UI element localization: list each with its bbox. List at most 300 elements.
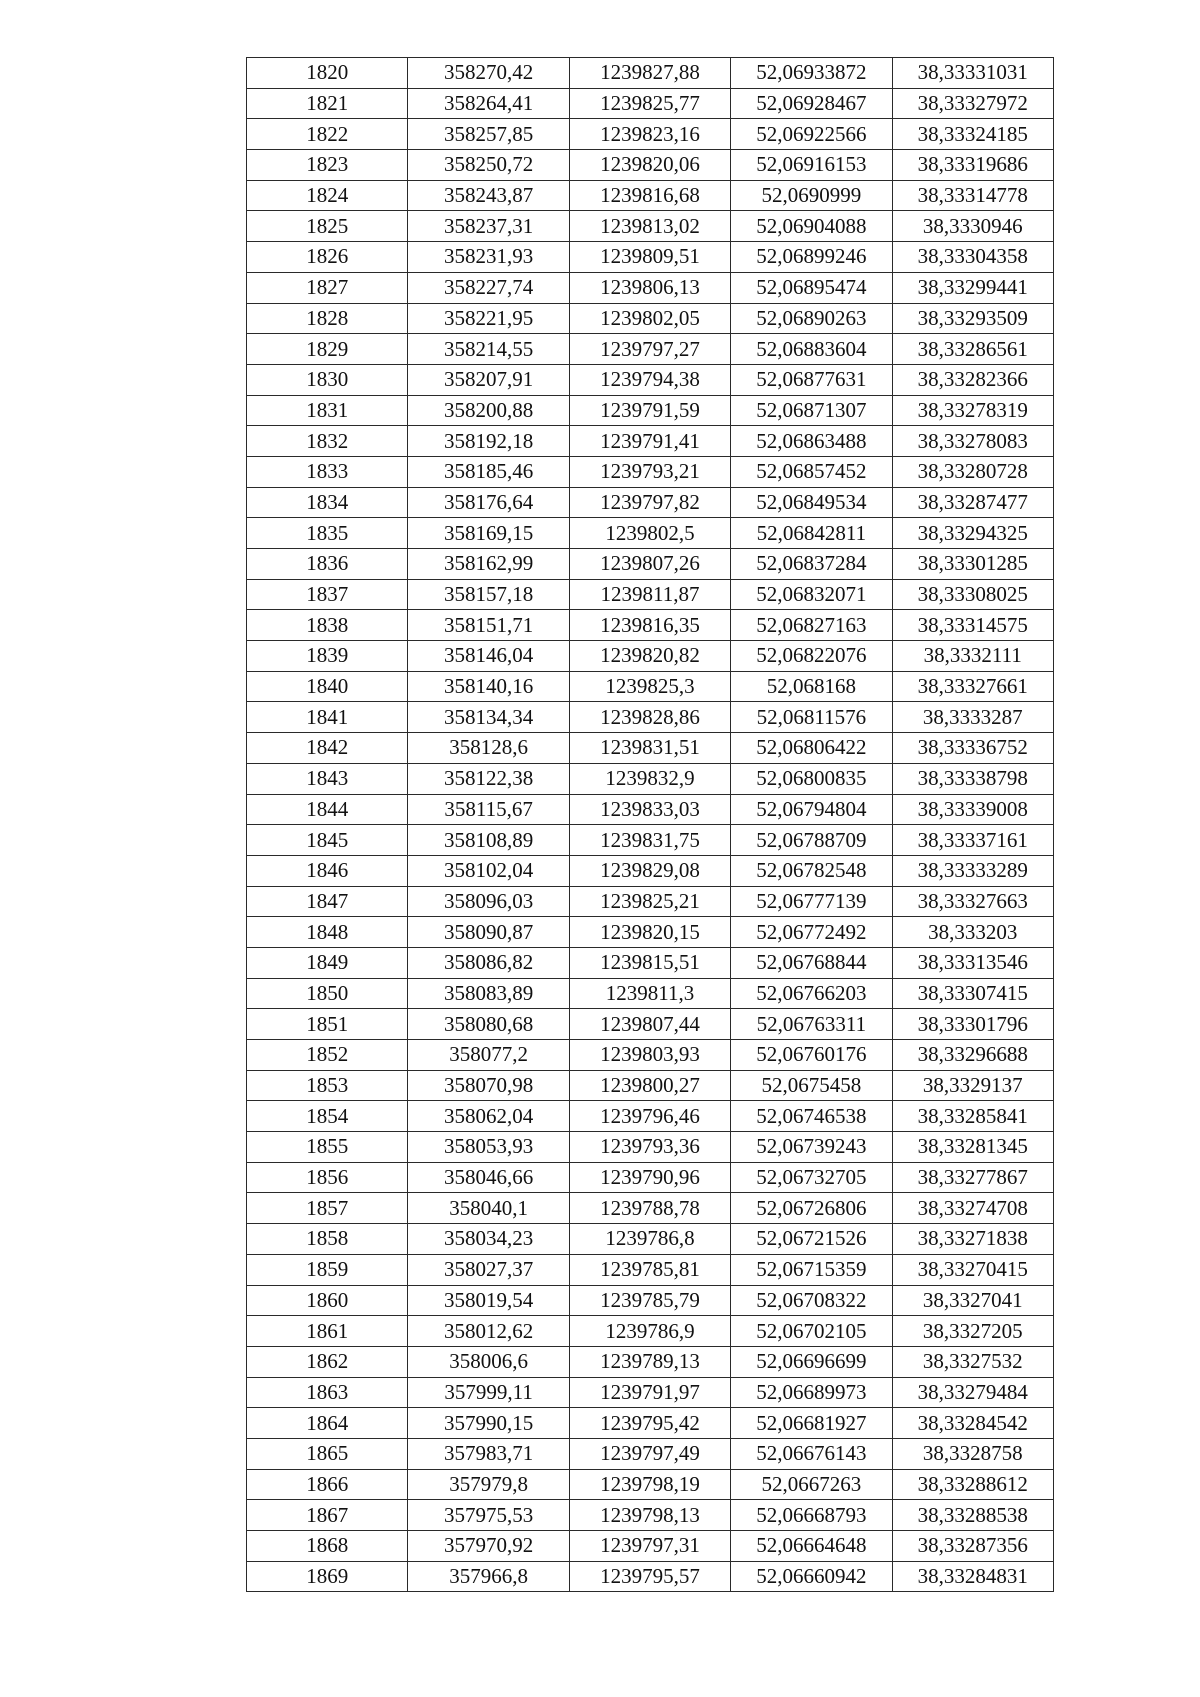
y-coordinate-cell: 1239795,42 — [569, 1408, 730, 1439]
y-coordinate-cell: 1239788,78 — [569, 1193, 730, 1224]
longitude-cell: 38,33288538 — [892, 1500, 1053, 1531]
longitude-cell: 38,33327972 — [892, 88, 1053, 119]
longitude-cell: 38,33338798 — [892, 763, 1053, 794]
point-number-cell: 1856 — [247, 1162, 408, 1193]
point-number-cell: 1835 — [247, 518, 408, 549]
table-row — [247, 855, 1054, 886]
table-row — [247, 395, 1054, 426]
longitude-cell: 38,33308025 — [892, 579, 1053, 610]
x-coordinate-cell: 358270,42 — [408, 58, 569, 89]
latitude-cell: 52,06904088 — [731, 211, 892, 242]
latitude-cell: 52,0675458 — [731, 1070, 892, 1101]
longitude-cell: 38,33314778 — [892, 180, 1053, 211]
y-coordinate-cell: 1239823,16 — [569, 119, 730, 150]
latitude-cell: 52,06877631 — [731, 364, 892, 395]
x-coordinate-cell: 358157,18 — [408, 579, 569, 610]
y-coordinate-cell: 1239798,19 — [569, 1469, 730, 1500]
table-row — [247, 119, 1054, 150]
coordinates-table — [246, 57, 1054, 1592]
point-number-cell: 1852 — [247, 1040, 408, 1071]
x-coordinate-cell: 358162,99 — [408, 549, 569, 580]
point-number-cell: 1857 — [247, 1193, 408, 1224]
y-coordinate-cell: 1239820,15 — [569, 917, 730, 948]
point-number-cell: 1821 — [247, 88, 408, 119]
latitude-cell: 52,06788709 — [731, 825, 892, 856]
latitude-cell: 52,06681927 — [731, 1408, 892, 1439]
table-row — [247, 794, 1054, 825]
y-coordinate-cell: 1239793,21 — [569, 456, 730, 487]
table-row — [247, 1254, 1054, 1285]
y-coordinate-cell: 1239790,96 — [569, 1162, 730, 1193]
table-row — [247, 1224, 1054, 1255]
point-number-cell: 1849 — [247, 947, 408, 978]
latitude-cell: 52,06794804 — [731, 794, 892, 825]
latitude-cell: 52,06928467 — [731, 88, 892, 119]
y-coordinate-cell: 1239791,97 — [569, 1377, 730, 1408]
table-row — [247, 733, 1054, 764]
latitude-cell: 52,06763311 — [731, 1009, 892, 1040]
x-coordinate-cell: 358077,2 — [408, 1040, 569, 1071]
x-coordinate-cell: 358176,64 — [408, 487, 569, 518]
table-row — [247, 1040, 1054, 1071]
longitude-cell: 38,33278319 — [892, 395, 1053, 426]
y-coordinate-cell: 1239825,77 — [569, 88, 730, 119]
point-number-cell: 1853 — [247, 1070, 408, 1101]
x-coordinate-cell: 358102,04 — [408, 855, 569, 886]
latitude-cell: 52,06766203 — [731, 978, 892, 1009]
x-coordinate-cell: 358083,89 — [408, 978, 569, 1009]
y-coordinate-cell: 1239832,9 — [569, 763, 730, 794]
latitude-cell: 52,06806422 — [731, 733, 892, 764]
y-coordinate-cell: 1239798,13 — [569, 1500, 730, 1531]
longitude-cell: 38,33285841 — [892, 1101, 1053, 1132]
latitude-cell: 52,06660942 — [731, 1561, 892, 1592]
x-coordinate-cell: 358221,95 — [408, 303, 569, 334]
latitude-cell: 52,06857452 — [731, 456, 892, 487]
point-number-cell: 1843 — [247, 763, 408, 794]
table-row — [247, 1132, 1054, 1163]
point-number-cell: 1864 — [247, 1408, 408, 1439]
latitude-cell: 52,0667263 — [731, 1469, 892, 1500]
longitude-cell: 38,33307415 — [892, 978, 1053, 1009]
point-number-cell: 1830 — [247, 364, 408, 395]
y-coordinate-cell: 1239811,87 — [569, 579, 730, 610]
table-row — [247, 88, 1054, 119]
x-coordinate-cell: 357970,92 — [408, 1531, 569, 1562]
point-number-cell: 1822 — [247, 119, 408, 150]
longitude-cell: 38,33301285 — [892, 549, 1053, 580]
x-coordinate-cell: 358140,16 — [408, 671, 569, 702]
table-row — [247, 426, 1054, 457]
coordinates-table-body — [247, 58, 1054, 1592]
latitude-cell: 52,068168 — [731, 671, 892, 702]
table-row — [247, 1162, 1054, 1193]
y-coordinate-cell: 1239800,27 — [569, 1070, 730, 1101]
point-number-cell: 1836 — [247, 549, 408, 580]
y-coordinate-cell: 1239825,21 — [569, 886, 730, 917]
longitude-cell: 38,3330946 — [892, 211, 1053, 242]
y-coordinate-cell: 1239797,27 — [569, 334, 730, 365]
longitude-cell: 38,33279484 — [892, 1377, 1053, 1408]
x-coordinate-cell: 358257,85 — [408, 119, 569, 150]
longitude-cell: 38,33337161 — [892, 825, 1053, 856]
point-number-cell: 1848 — [247, 917, 408, 948]
x-coordinate-cell: 358040,1 — [408, 1193, 569, 1224]
y-coordinate-cell: 1239797,31 — [569, 1531, 730, 1562]
table-row — [247, 272, 1054, 303]
table-row — [247, 364, 1054, 395]
table-row — [247, 303, 1054, 334]
longitude-cell: 38,33339008 — [892, 794, 1053, 825]
y-coordinate-cell: 1239816,35 — [569, 610, 730, 641]
point-number-cell: 1862 — [247, 1346, 408, 1377]
table-row — [247, 487, 1054, 518]
longitude-cell: 38,33333289 — [892, 855, 1053, 886]
x-coordinate-cell: 358046,66 — [408, 1162, 569, 1193]
x-coordinate-cell: 358053,93 — [408, 1132, 569, 1163]
x-coordinate-cell: 358080,68 — [408, 1009, 569, 1040]
table-row — [247, 702, 1054, 733]
table-row — [247, 1408, 1054, 1439]
point-number-cell: 1851 — [247, 1009, 408, 1040]
x-coordinate-cell: 358062,04 — [408, 1101, 569, 1132]
latitude-cell: 52,06782548 — [731, 855, 892, 886]
table-row — [247, 671, 1054, 702]
latitude-cell: 52,06702105 — [731, 1316, 892, 1347]
latitude-cell: 52,06760176 — [731, 1040, 892, 1071]
x-coordinate-cell: 358214,55 — [408, 334, 569, 365]
y-coordinate-cell: 1239833,03 — [569, 794, 730, 825]
y-coordinate-cell: 1239785,79 — [569, 1285, 730, 1316]
longitude-cell: 38,33287477 — [892, 487, 1053, 518]
point-number-cell: 1839 — [247, 641, 408, 672]
longitude-cell: 38,3333287 — [892, 702, 1053, 733]
y-coordinate-cell: 1239809,51 — [569, 242, 730, 273]
table-row — [247, 886, 1054, 917]
point-number-cell: 1844 — [247, 794, 408, 825]
table-row — [247, 211, 1054, 242]
longitude-cell: 38,33324185 — [892, 119, 1053, 150]
longitude-cell: 38,33327663 — [892, 886, 1053, 917]
longitude-cell: 38,33286561 — [892, 334, 1053, 365]
x-coordinate-cell: 358264,41 — [408, 88, 569, 119]
x-coordinate-cell: 358243,87 — [408, 180, 569, 211]
longitude-cell: 38,33336752 — [892, 733, 1053, 764]
y-coordinate-cell: 1239831,75 — [569, 825, 730, 856]
latitude-cell: 52,06895474 — [731, 272, 892, 303]
longitude-cell: 38,33287356 — [892, 1531, 1053, 1562]
latitude-cell: 52,06668793 — [731, 1500, 892, 1531]
x-coordinate-cell: 358012,62 — [408, 1316, 569, 1347]
table-row — [247, 1561, 1054, 1592]
y-coordinate-cell: 1239802,05 — [569, 303, 730, 334]
table-row — [247, 1531, 1054, 1562]
x-coordinate-cell: 358086,82 — [408, 947, 569, 978]
longitude-cell: 38,33294325 — [892, 518, 1053, 549]
point-number-cell: 1859 — [247, 1254, 408, 1285]
x-coordinate-cell: 357983,71 — [408, 1438, 569, 1469]
x-coordinate-cell: 358006,6 — [408, 1346, 569, 1377]
latitude-cell: 52,06715359 — [731, 1254, 892, 1285]
x-coordinate-cell: 358151,71 — [408, 610, 569, 641]
y-coordinate-cell: 1239802,5 — [569, 518, 730, 549]
y-coordinate-cell: 1239806,13 — [569, 272, 730, 303]
table-row — [247, 1469, 1054, 1500]
x-coordinate-cell: 358231,93 — [408, 242, 569, 273]
y-coordinate-cell: 1239813,02 — [569, 211, 730, 242]
point-number-cell: 1838 — [247, 610, 408, 641]
point-number-cell: 1850 — [247, 978, 408, 1009]
point-number-cell: 1841 — [247, 702, 408, 733]
table-row — [247, 1377, 1054, 1408]
y-coordinate-cell: 1239786,8 — [569, 1224, 730, 1255]
longitude-cell: 38,33313546 — [892, 947, 1053, 978]
table-row — [247, 610, 1054, 641]
y-coordinate-cell: 1239815,51 — [569, 947, 730, 978]
y-coordinate-cell: 1239829,08 — [569, 855, 730, 886]
longitude-cell: 38,33277867 — [892, 1162, 1053, 1193]
point-number-cell: 1840 — [247, 671, 408, 702]
longitude-cell: 38,33284542 — [892, 1408, 1053, 1439]
point-number-cell: 1824 — [247, 180, 408, 211]
y-coordinate-cell: 1239816,68 — [569, 180, 730, 211]
point-number-cell: 1847 — [247, 886, 408, 917]
table-row — [247, 763, 1054, 794]
point-number-cell: 1842 — [247, 733, 408, 764]
table-row — [247, 1101, 1054, 1132]
longitude-cell: 38,33282366 — [892, 364, 1053, 395]
table-row — [247, 150, 1054, 181]
x-coordinate-cell: 357979,8 — [408, 1469, 569, 1500]
point-number-cell: 1854 — [247, 1101, 408, 1132]
latitude-cell: 52,06916153 — [731, 150, 892, 181]
y-coordinate-cell: 1239811,3 — [569, 978, 730, 1009]
y-coordinate-cell: 1239807,26 — [569, 549, 730, 580]
x-coordinate-cell: 358027,37 — [408, 1254, 569, 1285]
table-row — [247, 825, 1054, 856]
table-row — [247, 1193, 1054, 1224]
longitude-cell: 38,33319686 — [892, 150, 1053, 181]
point-number-cell: 1869 — [247, 1561, 408, 1592]
latitude-cell: 52,06837284 — [731, 549, 892, 580]
y-coordinate-cell: 1239828,86 — [569, 702, 730, 733]
x-coordinate-cell: 358122,38 — [408, 763, 569, 794]
x-coordinate-cell: 358169,15 — [408, 518, 569, 549]
y-coordinate-cell: 1239825,3 — [569, 671, 730, 702]
latitude-cell: 52,06664648 — [731, 1531, 892, 1562]
latitude-cell: 52,06708322 — [731, 1285, 892, 1316]
table-row — [247, 978, 1054, 1009]
longitude-cell: 38,33304358 — [892, 242, 1053, 273]
longitude-cell: 38,3332111 — [892, 641, 1053, 672]
longitude-cell: 38,33301796 — [892, 1009, 1053, 1040]
point-number-cell: 1837 — [247, 579, 408, 610]
y-coordinate-cell: 1239820,82 — [569, 641, 730, 672]
longitude-cell: 38,33271838 — [892, 1224, 1053, 1255]
latitude-cell: 52,06842811 — [731, 518, 892, 549]
x-coordinate-cell: 358108,89 — [408, 825, 569, 856]
longitude-cell: 38,33331031 — [892, 58, 1053, 89]
x-coordinate-cell: 357990,15 — [408, 1408, 569, 1439]
x-coordinate-cell: 357966,8 — [408, 1561, 569, 1592]
latitude-cell: 52,06772492 — [731, 917, 892, 948]
point-number-cell: 1833 — [247, 456, 408, 487]
table-row — [247, 1285, 1054, 1316]
table-row — [247, 579, 1054, 610]
y-coordinate-cell: 1239831,51 — [569, 733, 730, 764]
x-coordinate-cell: 358019,54 — [408, 1285, 569, 1316]
table-row — [247, 1009, 1054, 1040]
point-number-cell: 1863 — [247, 1377, 408, 1408]
point-number-cell: 1825 — [247, 211, 408, 242]
y-coordinate-cell: 1239796,46 — [569, 1101, 730, 1132]
y-coordinate-cell: 1239791,59 — [569, 395, 730, 426]
x-coordinate-cell: 358134,34 — [408, 702, 569, 733]
x-coordinate-cell: 358090,87 — [408, 917, 569, 948]
point-number-cell: 1846 — [247, 855, 408, 886]
x-coordinate-cell: 358128,6 — [408, 733, 569, 764]
y-coordinate-cell: 1239807,44 — [569, 1009, 730, 1040]
table-row — [247, 1070, 1054, 1101]
longitude-cell: 38,33314575 — [892, 610, 1053, 641]
longitude-cell: 38,3327041 — [892, 1285, 1053, 1316]
table-row — [247, 947, 1054, 978]
point-number-cell: 1867 — [247, 1500, 408, 1531]
y-coordinate-cell: 1239793,36 — [569, 1132, 730, 1163]
latitude-cell: 52,06696699 — [731, 1346, 892, 1377]
latitude-cell: 52,06768844 — [731, 947, 892, 978]
point-number-cell: 1845 — [247, 825, 408, 856]
point-number-cell: 1860 — [247, 1285, 408, 1316]
x-coordinate-cell: 358070,98 — [408, 1070, 569, 1101]
latitude-cell: 52,06726806 — [731, 1193, 892, 1224]
latitude-cell: 52,06676143 — [731, 1438, 892, 1469]
longitude-cell: 38,3329137 — [892, 1070, 1053, 1101]
table-row — [247, 180, 1054, 211]
latitude-cell: 52,06689973 — [731, 1377, 892, 1408]
latitude-cell: 52,06822076 — [731, 641, 892, 672]
x-coordinate-cell: 357999,11 — [408, 1377, 569, 1408]
longitude-cell: 38,33270415 — [892, 1254, 1053, 1285]
point-number-cell: 1820 — [247, 58, 408, 89]
point-number-cell: 1868 — [247, 1531, 408, 1562]
x-coordinate-cell: 358227,74 — [408, 272, 569, 303]
table-row — [247, 641, 1054, 672]
longitude-cell: 38,3327532 — [892, 1346, 1053, 1377]
longitude-cell: 38,333203 — [892, 917, 1053, 948]
longitude-cell: 38,33281345 — [892, 1132, 1053, 1163]
latitude-cell: 52,06832071 — [731, 579, 892, 610]
latitude-cell: 52,06827163 — [731, 610, 892, 641]
latitude-cell: 52,06849534 — [731, 487, 892, 518]
point-number-cell: 1823 — [247, 150, 408, 181]
table-row — [247, 917, 1054, 948]
y-coordinate-cell: 1239797,82 — [569, 487, 730, 518]
latitude-cell: 52,06800835 — [731, 763, 892, 794]
table-row — [247, 456, 1054, 487]
latitude-cell: 52,06871307 — [731, 395, 892, 426]
point-number-cell: 1828 — [247, 303, 408, 334]
table-row — [247, 1346, 1054, 1377]
point-number-cell: 1861 — [247, 1316, 408, 1347]
table-row — [247, 1316, 1054, 1347]
latitude-cell: 52,06883604 — [731, 334, 892, 365]
x-coordinate-cell: 358250,72 — [408, 150, 569, 181]
point-number-cell: 1855 — [247, 1132, 408, 1163]
longitude-cell: 38,3327205 — [892, 1316, 1053, 1347]
x-coordinate-cell: 358200,88 — [408, 395, 569, 426]
x-coordinate-cell: 358237,31 — [408, 211, 569, 242]
latitude-cell: 52,06721526 — [731, 1224, 892, 1255]
table-row — [247, 518, 1054, 549]
longitude-cell: 38,33278083 — [892, 426, 1053, 457]
x-coordinate-cell: 358115,67 — [408, 794, 569, 825]
latitude-cell: 52,06746538 — [731, 1101, 892, 1132]
x-coordinate-cell: 358096,03 — [408, 886, 569, 917]
x-coordinate-cell: 358207,91 — [408, 364, 569, 395]
table-row — [247, 1500, 1054, 1531]
y-coordinate-cell: 1239827,88 — [569, 58, 730, 89]
point-number-cell: 1827 — [247, 272, 408, 303]
y-coordinate-cell: 1239786,9 — [569, 1316, 730, 1347]
longitude-cell: 38,33299441 — [892, 272, 1053, 303]
point-number-cell: 1829 — [247, 334, 408, 365]
y-coordinate-cell: 1239785,81 — [569, 1254, 730, 1285]
point-number-cell: 1832 — [247, 426, 408, 457]
point-number-cell: 1866 — [247, 1469, 408, 1500]
y-coordinate-cell: 1239797,49 — [569, 1438, 730, 1469]
longitude-cell: 38,3328758 — [892, 1438, 1053, 1469]
point-number-cell: 1865 — [247, 1438, 408, 1469]
latitude-cell: 52,06811576 — [731, 702, 892, 733]
point-number-cell: 1858 — [247, 1224, 408, 1255]
longitude-cell: 38,33284831 — [892, 1561, 1053, 1592]
longitude-cell: 38,33327661 — [892, 671, 1053, 702]
point-number-cell: 1826 — [247, 242, 408, 273]
longitude-cell: 38,33280728 — [892, 456, 1053, 487]
x-coordinate-cell: 358034,23 — [408, 1224, 569, 1255]
point-number-cell: 1834 — [247, 487, 408, 518]
latitude-cell: 52,06922566 — [731, 119, 892, 150]
longitude-cell: 38,33288612 — [892, 1469, 1053, 1500]
y-coordinate-cell: 1239803,93 — [569, 1040, 730, 1071]
table-row — [247, 334, 1054, 365]
y-coordinate-cell: 1239789,13 — [569, 1346, 730, 1377]
latitude-cell: 52,06933872 — [731, 58, 892, 89]
latitude-cell: 52,06777139 — [731, 886, 892, 917]
x-coordinate-cell: 357975,53 — [408, 1500, 569, 1531]
x-coordinate-cell: 358192,18 — [408, 426, 569, 457]
x-coordinate-cell: 358146,04 — [408, 641, 569, 672]
latitude-cell: 52,0690999 — [731, 180, 892, 211]
latitude-cell: 52,06890263 — [731, 303, 892, 334]
y-coordinate-cell: 1239820,06 — [569, 150, 730, 181]
table-row — [247, 549, 1054, 580]
table-row — [247, 1438, 1054, 1469]
longitude-cell: 38,33293509 — [892, 303, 1053, 334]
x-coordinate-cell: 358185,46 — [408, 456, 569, 487]
latitude-cell: 52,06899246 — [731, 242, 892, 273]
table-row — [247, 242, 1054, 273]
y-coordinate-cell: 1239794,38 — [569, 364, 730, 395]
y-coordinate-cell: 1239795,57 — [569, 1561, 730, 1592]
latitude-cell: 52,06863488 — [731, 426, 892, 457]
latitude-cell: 52,06739243 — [731, 1132, 892, 1163]
longitude-cell: 38,33274708 — [892, 1193, 1053, 1224]
longitude-cell: 38,33296688 — [892, 1040, 1053, 1071]
point-number-cell: 1831 — [247, 395, 408, 426]
latitude-cell: 52,06732705 — [731, 1162, 892, 1193]
